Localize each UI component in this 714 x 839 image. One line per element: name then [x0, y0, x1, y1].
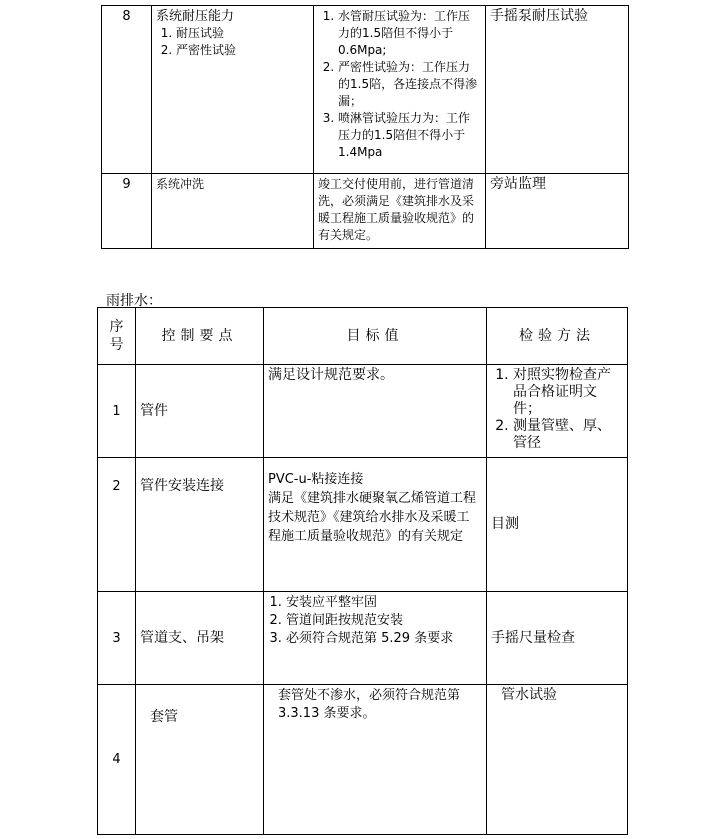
inspection-method: 目测 [487, 458, 628, 592]
target-value: 满足设计规范要求。 [264, 365, 487, 458]
table-row [98, 592, 628, 685]
target-value [314, 6, 486, 174]
list-item: 1. 对照实物检查产品合格证明文件； [513, 367, 623, 418]
target-line: 满足《建筑排水硬聚氧乙烯管道工程技术规范》《建筑给水排水及采暖工程施工质量验收规范》的有关规定 [268, 491, 477, 544]
row-number: 9 [102, 174, 152, 249]
inspection-method [487, 365, 628, 458]
target-value: 竣工交付使用前，进行管道清洗，必须满足《建筑排水及采暖工程施工质量验收规范》的有关规定。 [314, 174, 486, 249]
list-item: 3. 喷淋管试验压力为：工作压力的1.5陪但不得小于1.4Mpa [338, 110, 481, 161]
control-point: 管道支、吊架 [136, 592, 264, 685]
inspection-method: 旁站监理 [486, 174, 629, 249]
inspection-method: 手摇尺量检查 [487, 592, 628, 685]
header-target-value: 目标值 [264, 308, 487, 365]
table-row [98, 365, 628, 458]
table-row [102, 174, 629, 249]
header-control-point: 控制要点 [136, 308, 264, 365]
list-item: 2. 严密性试验 [176, 42, 309, 59]
header-number [98, 308, 136, 365]
target-value [264, 458, 487, 592]
inspection-table-continued [101, 5, 629, 249]
row-number: 2 [98, 458, 136, 592]
row-number: 1 [98, 365, 136, 458]
control-point: 管件 [136, 365, 264, 458]
control-point: 系统冲洗 [152, 174, 314, 249]
table-row [102, 6, 629, 174]
control-point: 套管 [136, 685, 264, 835]
control-point: 管件安装连接 [136, 458, 264, 592]
table-row [98, 458, 628, 592]
list-item: 2. 管道间距按规范安装 [286, 612, 482, 630]
section-title: 雨排水： [106, 293, 162, 309]
target-line: PVC-u-粘接连接 [268, 472, 364, 487]
header-inspection-method: 检验方法 [487, 308, 628, 365]
target-value: 套管处不渗水，必须符合规范第3.3.13 条要求。 [264, 685, 487, 835]
table-header-row [98, 308, 628, 365]
row-number: 4 [98, 685, 136, 835]
list-item: 1. 安装应平整牢固 [286, 594, 482, 612]
list-item: 2. 测量管壁、厚、管径 [513, 418, 623, 452]
header-number-text: 序号 [109, 319, 124, 353]
control-point-title: 系统耐压能力 [156, 9, 235, 24]
row-number: 3 [98, 592, 136, 685]
list-item: 3. 必须符合规范第 5.29 条要求 [286, 630, 482, 648]
row-number: 8 [102, 6, 152, 174]
control-point [152, 6, 314, 174]
table-row [98, 685, 628, 835]
list-item: 1. 耐压试验 [176, 25, 309, 42]
target-value [264, 592, 487, 685]
list-item: 2. 严密性试验为：工作压力的1.5陪，各连接点不得渗漏； [338, 59, 481, 110]
inspection-method: 管水试验 [487, 685, 628, 835]
rain-drainage-table [97, 307, 628, 835]
list-item: 1. 水管耐压试验为：工作压力的1.5陪但不得小于0.6Mpa; [338, 8, 481, 59]
inspection-method: 手摇泵耐压试验 [486, 6, 629, 174]
